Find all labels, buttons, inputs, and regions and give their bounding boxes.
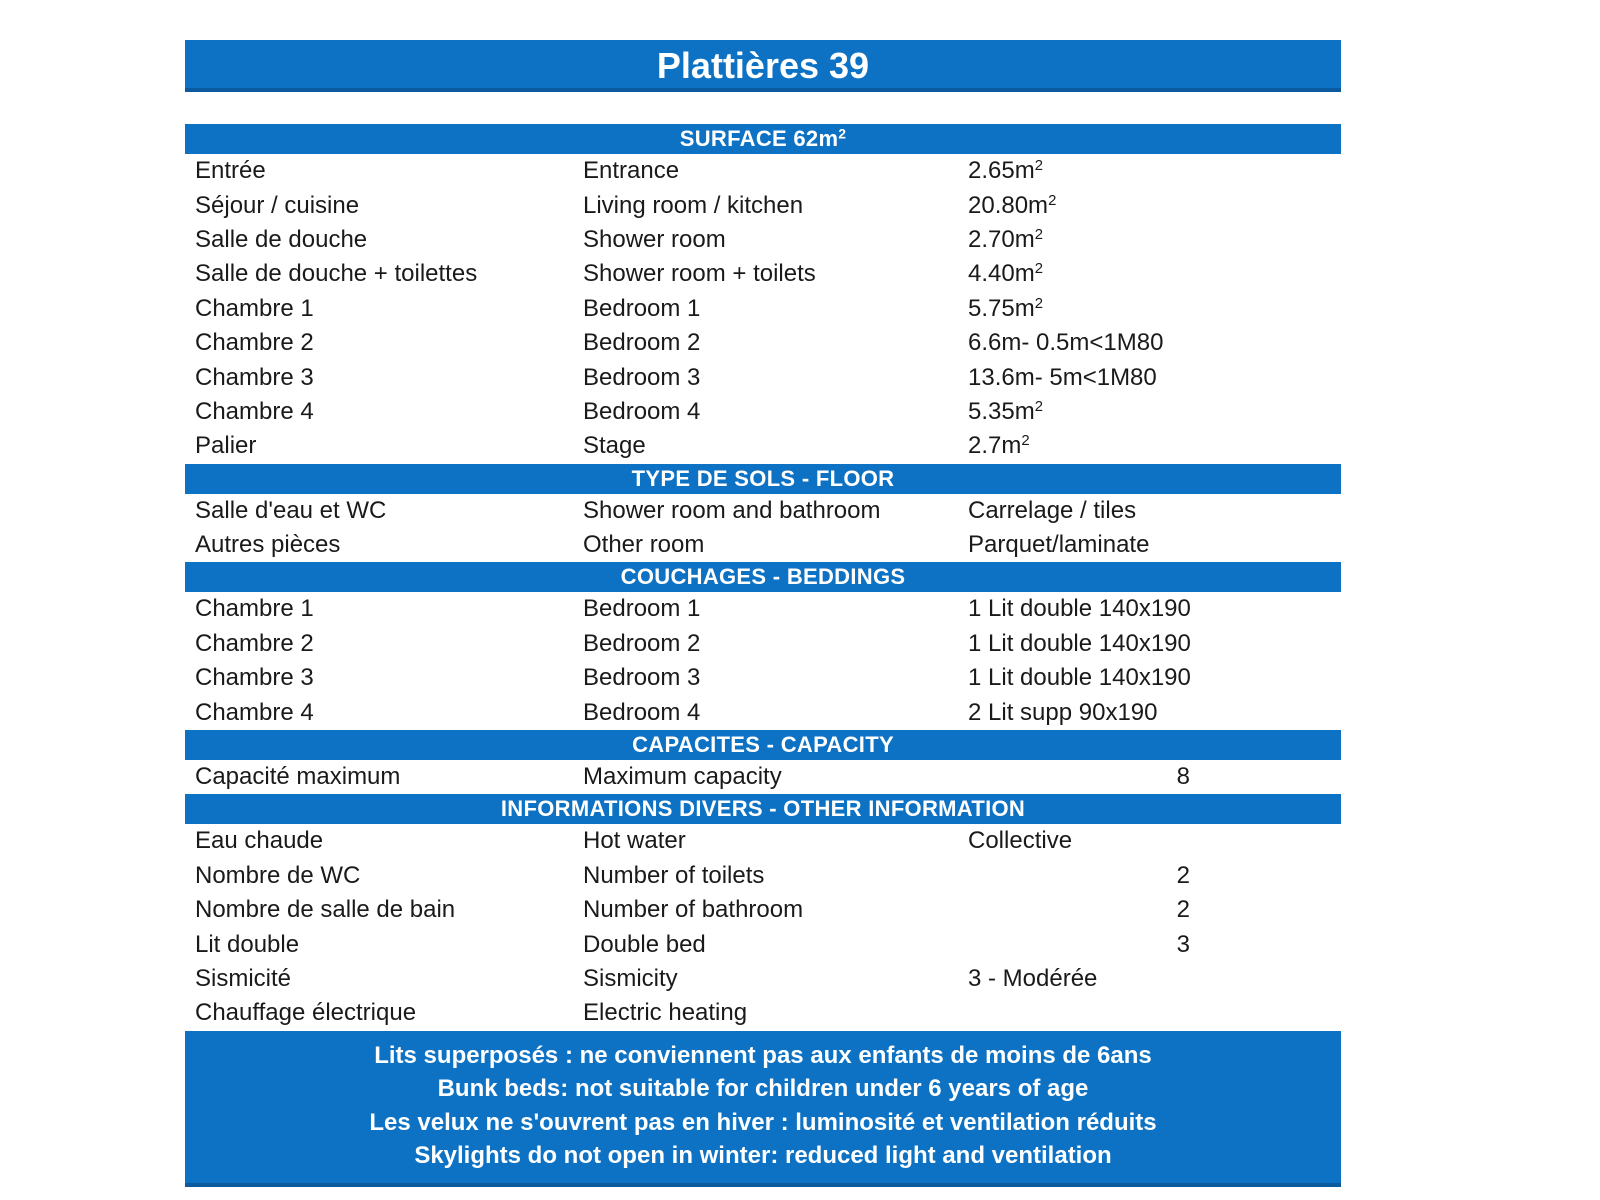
value-cell: 1 Lit double 140x190 bbox=[968, 664, 1191, 692]
table-row bbox=[185, 661, 1341, 695]
label-en-cell: Other room bbox=[583, 531, 705, 559]
footer-note-en-bunkbeds: Bunk beds: not suitable for children under 6 years of age bbox=[437, 1075, 1089, 1103]
value-cell: 8 bbox=[1176, 763, 1190, 791]
label-en-cell: Electric heating bbox=[583, 999, 748, 1027]
table-row bbox=[185, 824, 1341, 858]
label-en-cell: Double bed bbox=[583, 930, 706, 958]
label-en-cell: Bedroom 4 bbox=[583, 397, 701, 425]
label-fr-cell: Salle de douche bbox=[195, 225, 368, 253]
value-cell: $5.35m^2$ bbox=[968, 397, 1043, 425]
label-fr-cell: Séjour / cuisine bbox=[195, 191, 360, 219]
document-page bbox=[185, 40, 1341, 1187]
superscript-2: 2 bbox=[1034, 295, 1043, 312]
footer-notes bbox=[185, 1031, 1341, 1187]
label-fr-cell: Chambre 1 bbox=[195, 595, 314, 623]
table-row bbox=[185, 592, 1341, 626]
superscript-2: 2 bbox=[1048, 192, 1057, 209]
label-fr-cell: Chauffage électrique bbox=[195, 999, 417, 1027]
value-cell: 1 Lit double 140x190 bbox=[968, 595, 1191, 623]
table-row bbox=[185, 893, 1341, 927]
label-fr-cell: Palier bbox=[195, 432, 257, 460]
label-fr-cell: Chambre 2 bbox=[195, 329, 314, 357]
superscript-2: 2 bbox=[1034, 158, 1043, 175]
table-row bbox=[185, 188, 1341, 222]
label-fr-cell: Lit double bbox=[195, 930, 300, 958]
table-row bbox=[185, 292, 1341, 326]
value-cell: 13.6m- 5m<1M80 bbox=[968, 363, 1157, 391]
table-row bbox=[185, 395, 1341, 429]
label-en-cell: Hot water bbox=[583, 827, 686, 855]
superscript-2: 2 bbox=[838, 126, 847, 142]
label-en-cell: Sismicity bbox=[583, 965, 678, 992]
label-en-cell: Number of toilets bbox=[583, 861, 765, 889]
table-row bbox=[185, 223, 1341, 257]
label-fr-cell: Nombre de WC bbox=[195, 861, 361, 889]
label-fr-cell: Capacité maximum bbox=[195, 763, 401, 791]
label-en-cell: Number of bathroom bbox=[583, 896, 804, 924]
value-cell: $2.7m^2$ bbox=[968, 432, 1030, 460]
page-title: Plattières 39 bbox=[656, 45, 870, 86]
document-title-bar bbox=[185, 40, 1341, 92]
value-cell: 2 bbox=[1176, 861, 1190, 889]
label-en-cell: Bedroom 2 bbox=[583, 629, 701, 657]
label-en-cell: Bedroom 2 bbox=[583, 329, 701, 357]
label-en-cell: Entrance bbox=[583, 157, 680, 185]
footer-note-fr-skylights: Les velux ne s'ouvrent pas en hiver : luminosité et ventilation réduits bbox=[369, 1108, 1157, 1136]
value-cell: Collective bbox=[968, 827, 1073, 855]
label-fr-cell: Chambre 3 bbox=[195, 664, 314, 692]
label-en-cell: Shower room + toilets bbox=[583, 260, 816, 288]
label-en-cell: Bedroom 4 bbox=[583, 698, 701, 726]
table-row bbox=[185, 494, 1341, 528]
table-row bbox=[185, 257, 1341, 291]
table-row bbox=[185, 154, 1341, 188]
label-fr-cell: Nombre de salle de bain bbox=[195, 896, 456, 924]
label-en-cell: Bedroom 3 bbox=[583, 664, 701, 692]
value-cell: 3 - Modérée bbox=[968, 965, 1098, 992]
table-row bbox=[185, 360, 1341, 394]
label-fr-cell: Chambre 3 bbox=[195, 363, 314, 391]
value-cell: Parquet/laminate bbox=[968, 531, 1150, 559]
section-header: COUCHAGES - BEDDINGS bbox=[185, 562, 1341, 592]
label-en-cell: Living room / kitchen bbox=[583, 191, 804, 219]
value-cell: $4.40m^2$ bbox=[968, 260, 1043, 288]
section-header: TYPE DE SOLS - FLOOR bbox=[185, 464, 1341, 494]
superscript-2: 2 bbox=[1034, 398, 1043, 415]
superscript-2: 2 bbox=[1034, 261, 1043, 278]
superscript-2: 2 bbox=[1021, 433, 1030, 450]
superscript-2: 2 bbox=[1034, 226, 1043, 243]
table-row bbox=[185, 695, 1341, 729]
label-en-cell: Shower room bbox=[583, 225, 726, 253]
label-fr-cell: Salle de douche + toilettes bbox=[195, 260, 478, 288]
label-fr-cell: Salle d'eau et WC bbox=[195, 496, 387, 524]
label-fr-cell: Autres pièces bbox=[195, 531, 341, 559]
table-row bbox=[185, 627, 1341, 661]
label-en-cell: Bedroom 3 bbox=[583, 363, 701, 391]
label-en-cell: Maximum capacity bbox=[583, 763, 782, 791]
label-fr-cell: Chambre 4 bbox=[195, 397, 314, 425]
table-row bbox=[185, 962, 1341, 996]
table-row bbox=[185, 429, 1341, 463]
label-en-cell: Shower room and bathroom bbox=[583, 496, 881, 524]
table-row bbox=[185, 326, 1341, 360]
table-row bbox=[185, 760, 1341, 794]
value-cell: Carrelage / tiles bbox=[968, 496, 1137, 524]
value-cell: $5.75m^2$ bbox=[968, 294, 1043, 322]
label-fr-cell: Eau chaude bbox=[195, 827, 324, 855]
label-fr-cell: Entrée bbox=[195, 157, 266, 185]
label-en-cell: Stage bbox=[583, 432, 646, 460]
value-cell: 6.6m- 0.5m<1M80 bbox=[968, 329, 1164, 357]
value-cell: 1 Lit double 140x190 bbox=[968, 629, 1191, 657]
label-fr-cell: Chambre 2 bbox=[195, 629, 314, 657]
value-cell: 2 bbox=[1176, 896, 1190, 924]
section-header: INFORMATIONS DIVERS - OTHER INFORMATION bbox=[185, 794, 1341, 824]
section-header: SURFACE $62m^2$ bbox=[185, 124, 1341, 154]
label-fr-cell: Chambre 4 bbox=[195, 698, 314, 726]
value-cell: $2.70m^2$ bbox=[968, 225, 1043, 253]
section-header: CAPACITES - CAPACITY bbox=[185, 730, 1341, 760]
value-cell: 3 bbox=[1176, 930, 1190, 958]
footer-note-en-skylights: Skylights do not open in winter: reduced light and ventilation bbox=[414, 1142, 1112, 1170]
table-row bbox=[185, 528, 1341, 562]
value-cell: $2.65m^2$ bbox=[968, 157, 1043, 185]
table-row bbox=[185, 927, 1341, 961]
footer-note-fr-bunkbeds: Lits superposés : ne conviennent pas aux enfants de moins de 6ans bbox=[374, 1041, 1152, 1069]
sections-container bbox=[185, 124, 1341, 1031]
table-row bbox=[185, 859, 1341, 893]
label-en-cell: Bedroom 1 bbox=[583, 595, 701, 623]
label-fr-cell: Sismicité bbox=[195, 965, 292, 992]
label-fr-cell: Chambre 1 bbox=[195, 294, 314, 322]
label-en-cell: Bedroom 1 bbox=[583, 294, 701, 322]
value-cell: 2 Lit supp 90x190 bbox=[968, 698, 1158, 726]
value-cell: $20.80m^2$ bbox=[968, 191, 1057, 219]
table-row bbox=[185, 996, 1341, 1030]
